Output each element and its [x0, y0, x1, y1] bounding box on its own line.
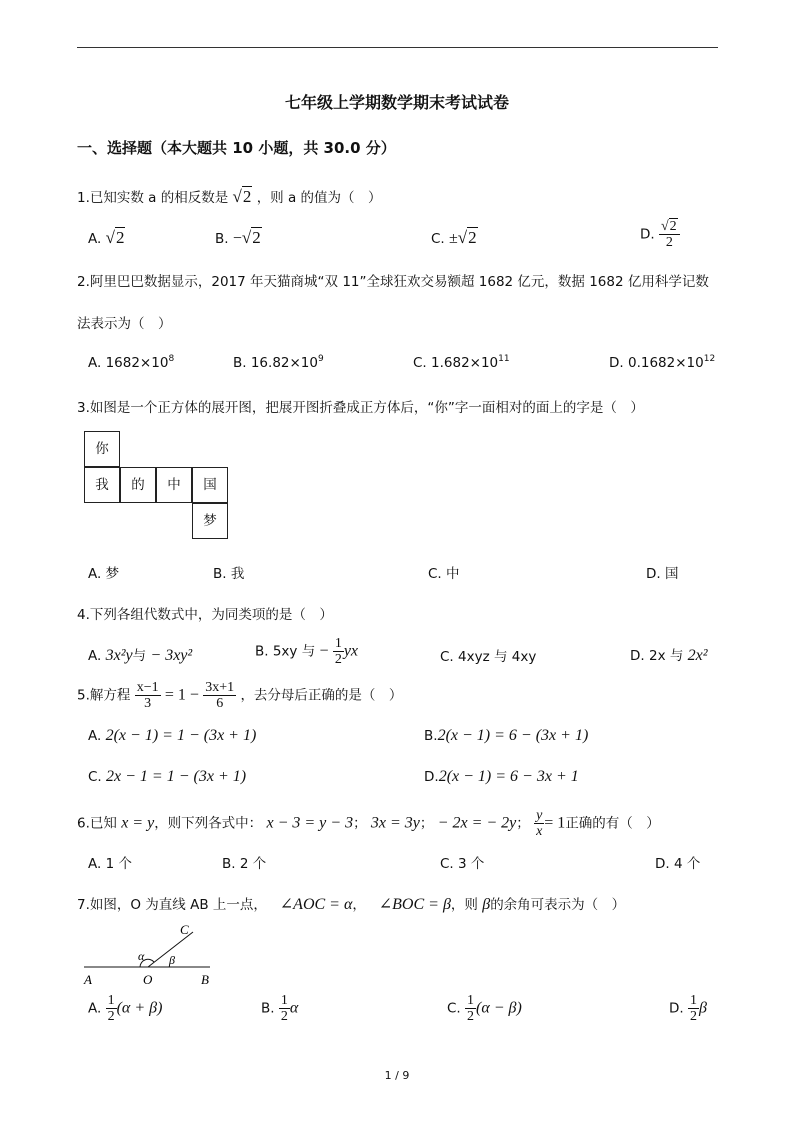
q3-option-c[interactable]: C. 中 [428, 566, 460, 582]
question-7-stem: 7.如图，O 为直线 AB 上一点， ∠AOC = α， ∠BOC = β，则 β的余角可表示为（ ） [77, 896, 626, 913]
q1-option-c[interactable]: C. ±√2 [431, 228, 477, 247]
q6-option-a[interactable]: A. 1 个 [88, 856, 132, 872]
q7-option-d[interactable]: D. $\frac{1}{2}$ β [669, 993, 707, 1024]
header-rule [77, 47, 718, 48]
angle-diagram [80, 918, 220, 990]
page-number: 1 / 9 [384, 1069, 410, 1082]
q2-option-c[interactable]: C. $1.682\times 10^{11}$ [413, 354, 510, 371]
q5-option-b[interactable]: B.2(x − 1) = 6 − (3x + 1) [424, 727, 589, 744]
cube-face-wo: 我 [84, 467, 120, 503]
q1-option-a[interactable]: A. √2 [88, 228, 125, 247]
q1-option-d[interactable]: D. $\frac{√2}{2}$ [640, 219, 680, 250]
q2-option-a[interactable]: A. $1682\times 10^8$ [88, 354, 175, 371]
q6-option-d[interactable]: D. 4 个 [655, 856, 701, 872]
page-title: 七年级上学期数学期末考试试卷 [284, 93, 509, 112]
cube-face-meng: 梦 [192, 503, 228, 539]
cube-face-ni: 你 [84, 431, 120, 467]
cube-face-de: 的 [120, 467, 156, 503]
sqrt-2: √2 [232, 187, 252, 206]
question-6-stem: 6.已知 x = y，则下列各式中： x − 3 = y − 3； 3x = 3y； − 2x = − 2y； $\frac{y}{x}$ = 1正确的有（ ） [77, 808, 660, 839]
q3-option-b[interactable]: B. 我 [213, 566, 245, 582]
question-2-stem-line1: 2.阿里巴巴数据显示，2017 年天猫商城“双 11”全球狂欢交易额超 1682 亿元，数据 1682 亿用科学记数 [77, 274, 709, 290]
q5-option-c[interactable]: C. 2x − 1 = 1 − (3x + 1) [88, 768, 247, 785]
q7-option-a[interactable]: A. $\frac{1}{2}$ (α + β) [88, 993, 163, 1024]
q4-option-a[interactable]: A. 3x²y与 − 3xy² [88, 647, 193, 664]
question-5-stem: 5.解方程 $\frac{x-1}{3}$ = 1 − $\frac{3x+1}{6}$ ，去分母后正确的是（ ） [77, 680, 403, 711]
q5-option-a[interactable]: A. 2(x − 1) = 1 − (3x + 1) [88, 727, 257, 744]
q6-option-b[interactable]: B. 2 个 [222, 856, 267, 872]
cube-face-guo: 国 [192, 467, 228, 503]
q7-option-b[interactable]: B. $\frac{1}{2}$ α [261, 993, 299, 1024]
q3-option-a[interactable]: A. 梦 [88, 566, 120, 582]
question-2-stem-line2: 法表示为（ ） [77, 316, 172, 332]
question-3-stem: 3.如图是一个正方体的展开图，把展开图折叠成正方体后，“你”字一面相对的面上的字是（ ） [77, 400, 644, 416]
q4-option-c[interactable]: C. 4xyz 与 4xy [440, 649, 537, 665]
label-beta: β [169, 953, 175, 967]
q3-option-d[interactable]: D. 国 [646, 566, 679, 582]
q7-option-c[interactable]: C. $\frac{1}{2}$ (α − β) [447, 993, 522, 1024]
cube-face-zhong: 中 [156, 467, 192, 503]
q4-option-b[interactable]: B. 5xy 与 − $\frac{1}{2}$ yx [255, 636, 359, 667]
q2-option-d[interactable]: D. $0.1682\times 10^{12}$ [609, 354, 716, 371]
question-1-stem: 1.已知实数 a 的相反数是 √2 ，则 a 的值为（ ） [77, 187, 382, 206]
label-o: O [143, 972, 153, 987]
q2-option-b[interactable]: B. $16.82\times 10^9$ [233, 354, 324, 371]
q5-option-d[interactable]: D.2(x − 1) = 6 − 3x + 1 [424, 768, 579, 785]
q4-option-d[interactable]: D. 2x 与 2x² [630, 647, 708, 664]
q1-option-b[interactable]: B. −√2 [215, 228, 261, 247]
q6-option-c[interactable]: C. 3 个 [440, 856, 485, 872]
label-b: B [201, 972, 209, 987]
label-a: A [84, 972, 92, 987]
question-4-stem: 4.下列各组代数式中，为同类项的是（ ） [77, 607, 333, 623]
label-c: C [180, 922, 189, 937]
section-heading: 一、选择题（本大题共 10 小题，共 30.0 分） [77, 139, 396, 157]
label-alpha: α [138, 949, 145, 963]
